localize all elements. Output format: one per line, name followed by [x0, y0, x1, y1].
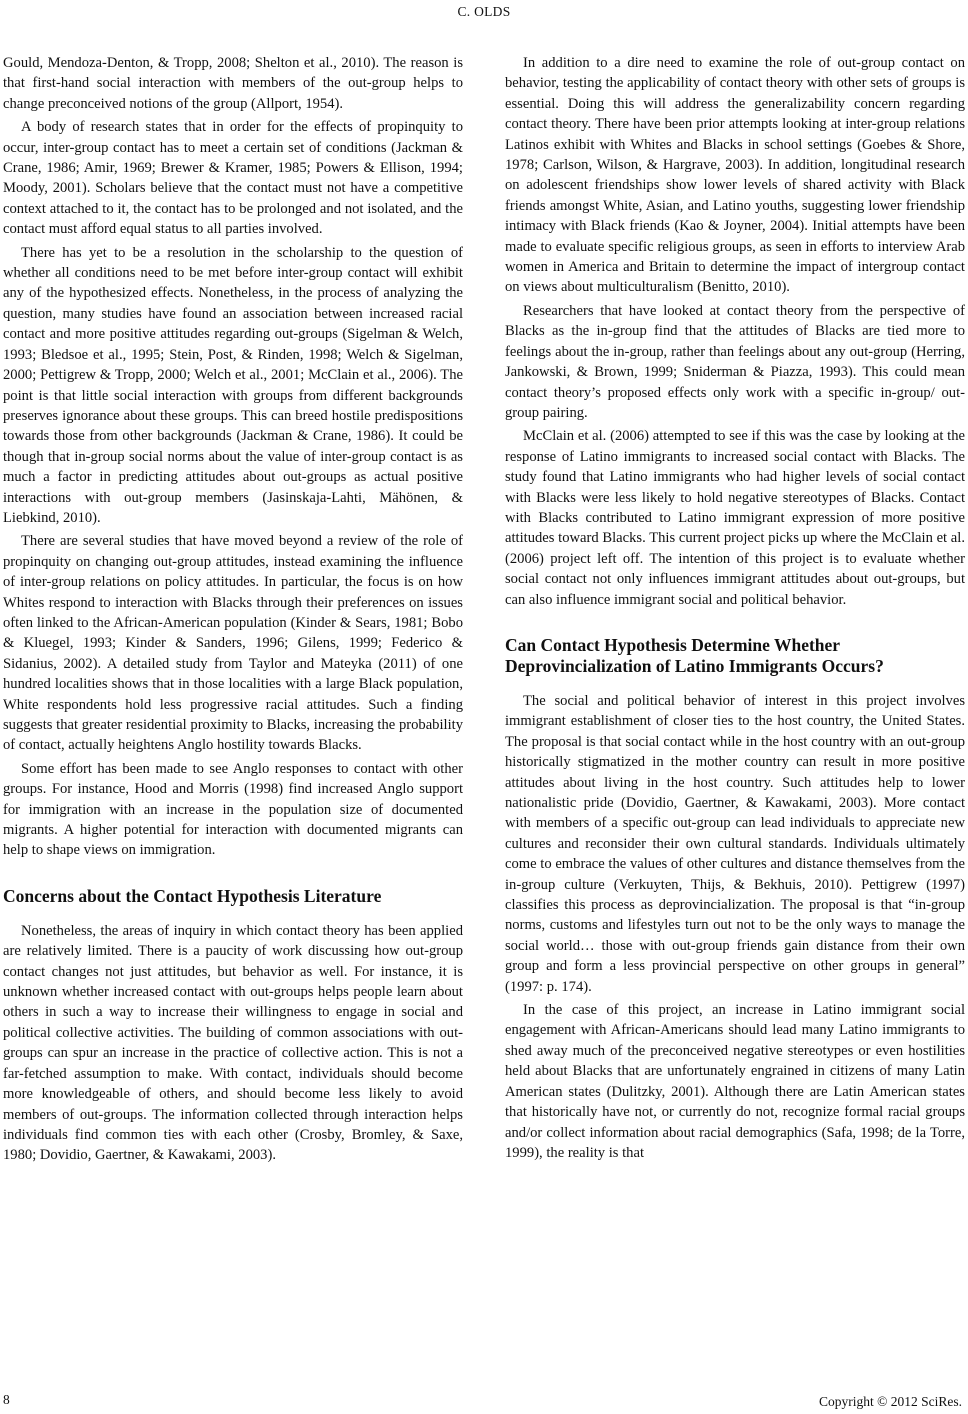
- section-heading: Concerns about the Contact Hypothesis Literature: [3, 885, 382, 906]
- paragraph: Some effort has been made to see Anglo responses to contact with other groups. For instance, Hood and Morris (1998) find increased Anglo support for immigration with an increase in the population size of documented migrants. A higher potential for interaction with documented migrants can help to shape views on immigration.: [3, 760, 463, 859]
- copyright-notice: Copyright © 2012 SciRes.: [818, 1394, 962, 1409]
- paragraph: McClain et al. (2006) attempted to see if this was the case by looking at the response of Latino immigrants to increased social contact with Blacks. The study found that Latino immigrants who had higher levels of social contact with Blacks were less likely to hold negative stereotypes of Blacks. Contact with Blacks contributed to Latino immigrant expression of more positive attitudes toward Blacks. This current project picks up where the McClain et al. (2006) project left off. The intention of this project is to evaluate whether social contact not only influences immigrant attitudes about out-groups, but can also influence immigrant social and political behavior.: [505, 428, 965, 608]
- paragraph: A body of research states that in order for the effects of propinquity to occur, inter-group contact has to meet a certain set of conditions (Jackman & Crane, 1986; Amir, 1969; Brewer & Kramer, 1985; Powers & Ellison, 1994; Moody, 2001). Scholars believe that the contact must not have a competitive context attached to it, the contact has to be prolonged and not isolated, and the contact must afford equal status to all parties involved.: [3, 119, 463, 238]
- paragraph: In addition to a dire need to examine the role of out-group contact on behavior, testing the applicability of contact theory with other sets of groups is essential. Doing this will address the generalizability concern regarding contact theory. There have been prior attempts looking at inter-group relations Latinos exhibit with Whites and Blacks in school settings (Goebes & Shore, 1978; Carlson, Wilson, & Hargrave, 2003). In addition, longitudinal research on adolescent friendships show lower levels of shared activity with Black friends amongst White, Asian, and Latino youths, suggesting lower friendship intimacy with Black friends (Kao & Joyner, 2004). Initial attempts have been made to evaluate specific religious groups, as seen in efforts to interview Arab women in America and Britain to determine the impact of intergroup contact on views about multiculturalism (Benitto, 2010).: [505, 55, 965, 296]
- right-column: [505, 53, 965, 1166]
- paragraph: Nonetheless, the areas of inquiry in which contact theory has been applied are relatively limited. There is a paucity of work discussing how out-group contact changes not just attitudes, but behavior as well. For instance, it is unknown whether increased contact with out-groups helps people learn about others in such a way to increase their willingness to engage in social and political collective activities. The building of common associations with out-groups can spur an increase in the practice of collective action. This is not a far-fetched assumption to make. With contact, individuals should become more knowledgeable of others, and should become less likely to avoid members of out-groups. The information collected through interaction helps individuals find common ties with each other (Crosby, Bromley, & Saxe, 1980; Dovidio, Gaertner, & Kawakami, 2003).: [3, 922, 463, 1164]
- paragraph: There has yet to be a resolution in the scholarship to the question of whether all conditions need to be met before inter-group contact will exhibit any of the hypothesized effects. Nonetheless, in the process of analyzing the question, many studies have found an association between increased racial contact and more positive attitudes regarding out-groups (Sigelman & Welch, 1993; Bledsoe et al., 1995; Stein, Post, & Rinden, 1998; Welch & Sigelman, 2000; Pettigrew & Tropp, 2000; Welch et al., 2001; McClain et al., 2006). The point is that little social interaction with groups from different backgrounds preserves ignorance about these groups. This can breed hostile predispositions towards those from other backgrounds (Jackman & Crane, 1986). It could be though that in-group social norms about the value of inter-group contact is as much a factor in predicting attitudes about out-groups as actual positive interactions with out-group members (Jasinskaja-Lahti, Mähönen, & Liebkind, 2010).: [3, 244, 463, 526]
- paragraph: Gould, Mendoza-Denton, & Tropp, 2008; Shelton et al., 2010). The reason is that first-hand social interaction with members of the out-group helps to change preconceived notions of the group (Allport, 1954).: [3, 55, 463, 112]
- paragraph: Researchers that have looked at contact theory from the perspective of Blacks as the in-group find that the attitudes of Blacks are tied more to feelings about the in-group, rather than feelings about any out-group (Herring, Jankowski, & Brown, 1999; Sniderman & Piazza, 1993). This could mean contact theory’s proposed effects only work with a specific in-group/ out-group pairing.: [505, 302, 965, 421]
- paragraph: The social and political behavior of interest in this project involves immigrant establishment of closer ties to the host country, the United States. The proposal is that social contact while in the host country with an out-group historically stigmatized in the mother country can result in more positive attitudes about living in the host country. Such attitudes help to lower nationalistic pride (Dovidio, Gaertner, & Kawakami, 2003). More contact with members of a specific out-group can lead individuals to appreciate new cultures and reconsider their own cultural standards. Individuals ultimately come to embrace the values of other cultures and distance themselves from the in-group culture (Verkuyten, Thijs, & Bekhuis, 2010). Pettigrew (1997) classifies this process as deprovincialization. The proposal is that “in-group norms, customs and lifestyles turn out not to be the only ways to manage the social world… those with out-group friends gain distance from their own group and form a less provincial perspective on other groups in general” (1997: p. 174).: [505, 692, 965, 995]
- paragraph: In the case of this project, an increase in Latino immigrant social engagement with African-Americans should lead many Latino immigrants to shed away much of the preconceived negative stereotypes or even hostilities held about Blacks that are unfortunately engrained in citizens of many Latin American states (Dulitzky, 2001). Although there are Latin American states that historically have not, or currently do not, recognize formal racial groups and/or collect information about racial demographics (Safa, 1998; de la Torre, 1999), the reality is that: [505, 1002, 965, 1161]
- running-head: C. OLDS: [457, 4, 511, 19]
- section-heading: Can Contact Hypothesis Determine Whether Deprovincialization of Latino Immigrants Occurs?: [505, 634, 884, 676]
- paragraph: There are several studies that have moved beyond a review of the role of propinquity on changing out-group attitudes, instead examining the influence of inter-group relations on policy attitudes. In particular, the focus is on how Whites respond to interaction with Blacks through their preferences on issues often linked to the African-American population (Kinder & Sears, 1981; Bobo & Kluegel, 1993; Kinder & Sanders, 1996; Gilens, 1999; Federico & Sidanius, 2002). A detailed study from Taylor and Mateyka (2011) of one hundred localities shows that in those localities with a large Black population, White respondents hold less progressive racial attitudes. Such a finding suggests that greater residential proximity to Blacks, increasing the probability of contact, actually heightens Anglo hostility towards Blacks.: [3, 533, 463, 754]
- page-number: 8: [3, 1392, 10, 1407]
- left-column: [3, 53, 463, 1169]
